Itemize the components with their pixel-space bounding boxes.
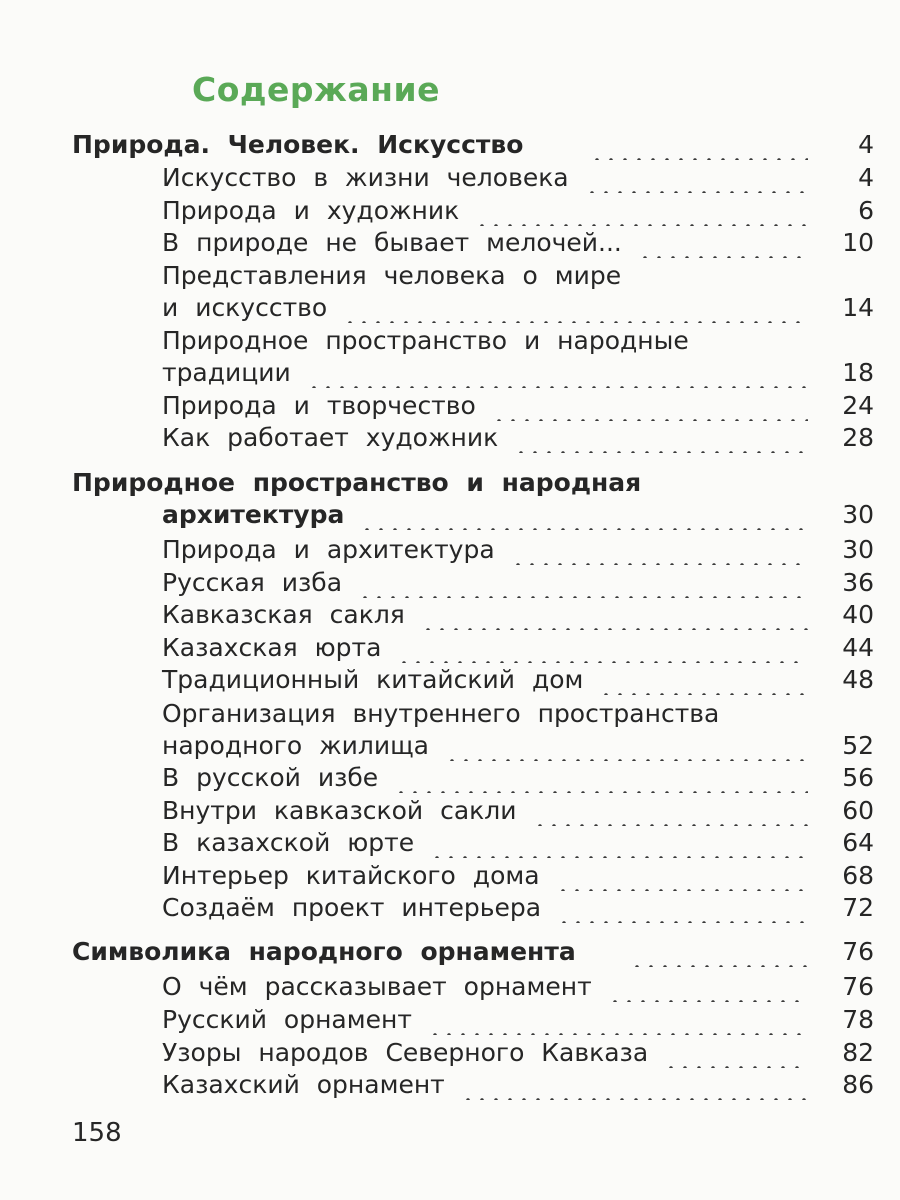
toc-page-number: 4 (858, 130, 874, 159)
toc-leader-dots (664, 1038, 808, 1068)
toc-entry-row (0, 861, 900, 895)
toc-entry-row (0, 228, 900, 262)
toc-entry-title: В казахской юрте (162, 828, 415, 857)
toc-leader-dots (533, 796, 808, 826)
toc-leader-dots (475, 196, 808, 226)
toc-entry-title: Представления человека о мире (162, 261, 622, 290)
toc-entry-title: Природа и художник (162, 196, 460, 225)
toc-entry-row (0, 633, 900, 667)
toc-leader-dots (397, 633, 808, 663)
toc-page-number: 68 (842, 861, 874, 890)
toc-leader-dots (394, 763, 808, 793)
toc-leader-dots (585, 163, 808, 193)
toc-entry-row (0, 535, 900, 569)
page-number: 158 (72, 1118, 122, 1148)
toc-leader-dots (461, 1070, 808, 1100)
toc-leader-dots (630, 937, 808, 967)
toc-page-number: 76 (842, 972, 874, 1001)
toc-page-number: 56 (842, 763, 874, 792)
page-title: Содержание (192, 70, 440, 109)
toc-entry-title: Организация внутреннего пространства (162, 699, 720, 728)
toc-leader-dots (307, 358, 808, 388)
toc-leader-dots (430, 828, 808, 858)
toc-leader-dots (557, 893, 808, 923)
toc-entry-title: Кавказская сакля (162, 600, 405, 629)
toc-page-number: 44 (842, 633, 874, 662)
toc-entry-row (0, 699, 900, 733)
toc-entry-title: Природное пространство и народные (162, 326, 689, 355)
toc-entry-title: О чём рассказывает орнамент (162, 972, 592, 1001)
toc-leader-dots (514, 423, 808, 453)
toc-entry-title: народного жилища (162, 731, 429, 760)
toc-page-number: 60 (842, 796, 874, 825)
toc-page-number: 6 (858, 196, 874, 225)
toc-section-title: Природа. Человек. Искусство (72, 130, 524, 159)
toc-entry-row (0, 358, 900, 392)
toc-entry-title: Казахский орнамент (162, 1070, 445, 1099)
toc-section-row (0, 937, 900, 971)
toc-entry-title: Традиционный китайский дом (162, 665, 584, 694)
toc-entry-row (0, 763, 900, 797)
toc-page-number: 82 (842, 1038, 874, 1067)
toc-entry-row (0, 796, 900, 830)
toc-page-number: 52 (842, 731, 874, 760)
toc-entry-title: Внутри кавказской сакли (162, 796, 517, 825)
toc-entry-row (0, 665, 900, 699)
toc-entry-row (0, 972, 900, 1006)
toc-entry-row (0, 423, 900, 457)
toc-section-row (0, 130, 900, 164)
toc-leader-dots (556, 861, 808, 891)
toc-entry-title: Интерьер китайского дома (162, 861, 540, 890)
toc-leader-dots (445, 731, 808, 761)
toc-leader-dots (360, 500, 808, 530)
toc-page-number: 78 (842, 1005, 874, 1034)
toc-leader-dots (358, 568, 808, 598)
toc-entry-title: В природе не бывает мелочей... (162, 228, 622, 257)
toc-entry-title: В русской избе (162, 763, 379, 792)
toc-entry-title: Узоры народов Северного Кавказа (162, 1038, 649, 1067)
toc-entry-row (0, 326, 900, 360)
toc-entry-title: Как работает художник (162, 423, 499, 452)
toc-page-number: 48 (842, 665, 874, 694)
toc-entry-row (0, 261, 900, 295)
toc-section-row (0, 500, 900, 534)
toc-section-row (0, 468, 900, 502)
toc-section-title: архитектура (162, 500, 345, 529)
toc-leader-dots (608, 972, 808, 1002)
toc-leader-dots (421, 600, 808, 630)
toc-entry-row (0, 1038, 900, 1072)
toc-page-number: 14 (842, 293, 874, 322)
toc-page-number: 30 (842, 535, 874, 564)
toc-page-number: 28 (842, 423, 874, 452)
toc-section-title: Природное пространство и народная (72, 468, 642, 497)
toc-leader-dots (590, 130, 808, 160)
toc-leader-dots (343, 293, 808, 323)
toc-leader-dots (492, 391, 808, 421)
toc-entry-row (0, 391, 900, 425)
toc-page-number: 36 (842, 568, 874, 597)
toc-entry-row (0, 600, 900, 634)
toc-entry-row (0, 1005, 900, 1039)
toc-page-number: 64 (842, 828, 874, 857)
toc-leader-dots (638, 228, 808, 258)
toc-entry-title: и искусство (162, 293, 328, 322)
toc-leader-dots (428, 1005, 808, 1035)
toc-entry-row (0, 828, 900, 862)
toc-leader-dots (599, 665, 808, 695)
toc-entry-row (0, 293, 900, 327)
toc-entry-title: Природа и архитектура (162, 535, 495, 564)
toc-entry-row (0, 196, 900, 230)
toc-entry-row (0, 731, 900, 765)
toc-page-number: 40 (842, 600, 874, 629)
toc-entry-row (0, 163, 900, 197)
toc-entry-title: Казахская юрта (162, 633, 382, 662)
toc-page-number: 18 (842, 358, 874, 387)
toc-page-number: 86 (842, 1070, 874, 1099)
toc-page-number: 30 (842, 500, 874, 529)
toc-entry-row (0, 568, 900, 602)
toc-page-number: 4 (858, 163, 874, 192)
toc-page-number: 10 (842, 228, 874, 257)
toc-entry-title: Искусство в жизни человека (162, 163, 569, 192)
toc-entry-row (0, 893, 900, 927)
toc-entry-row (0, 1070, 900, 1104)
toc-page-number: 72 (842, 893, 874, 922)
toc-entry-title: традиции (162, 358, 291, 387)
toc-entry-title: Создаём проект интерьера (162, 893, 542, 922)
toc-page-number: 24 (842, 391, 874, 420)
toc-entry-title: Русский орнамент (162, 1005, 412, 1034)
toc-entry-title: Природа и творчество (162, 391, 476, 420)
toc-entry-title: Русская изба (162, 568, 343, 597)
toc-page-number: 76 (842, 937, 874, 966)
toc-leader-dots (511, 535, 808, 565)
toc-section-title: Символика народного орнамента (72, 937, 576, 966)
